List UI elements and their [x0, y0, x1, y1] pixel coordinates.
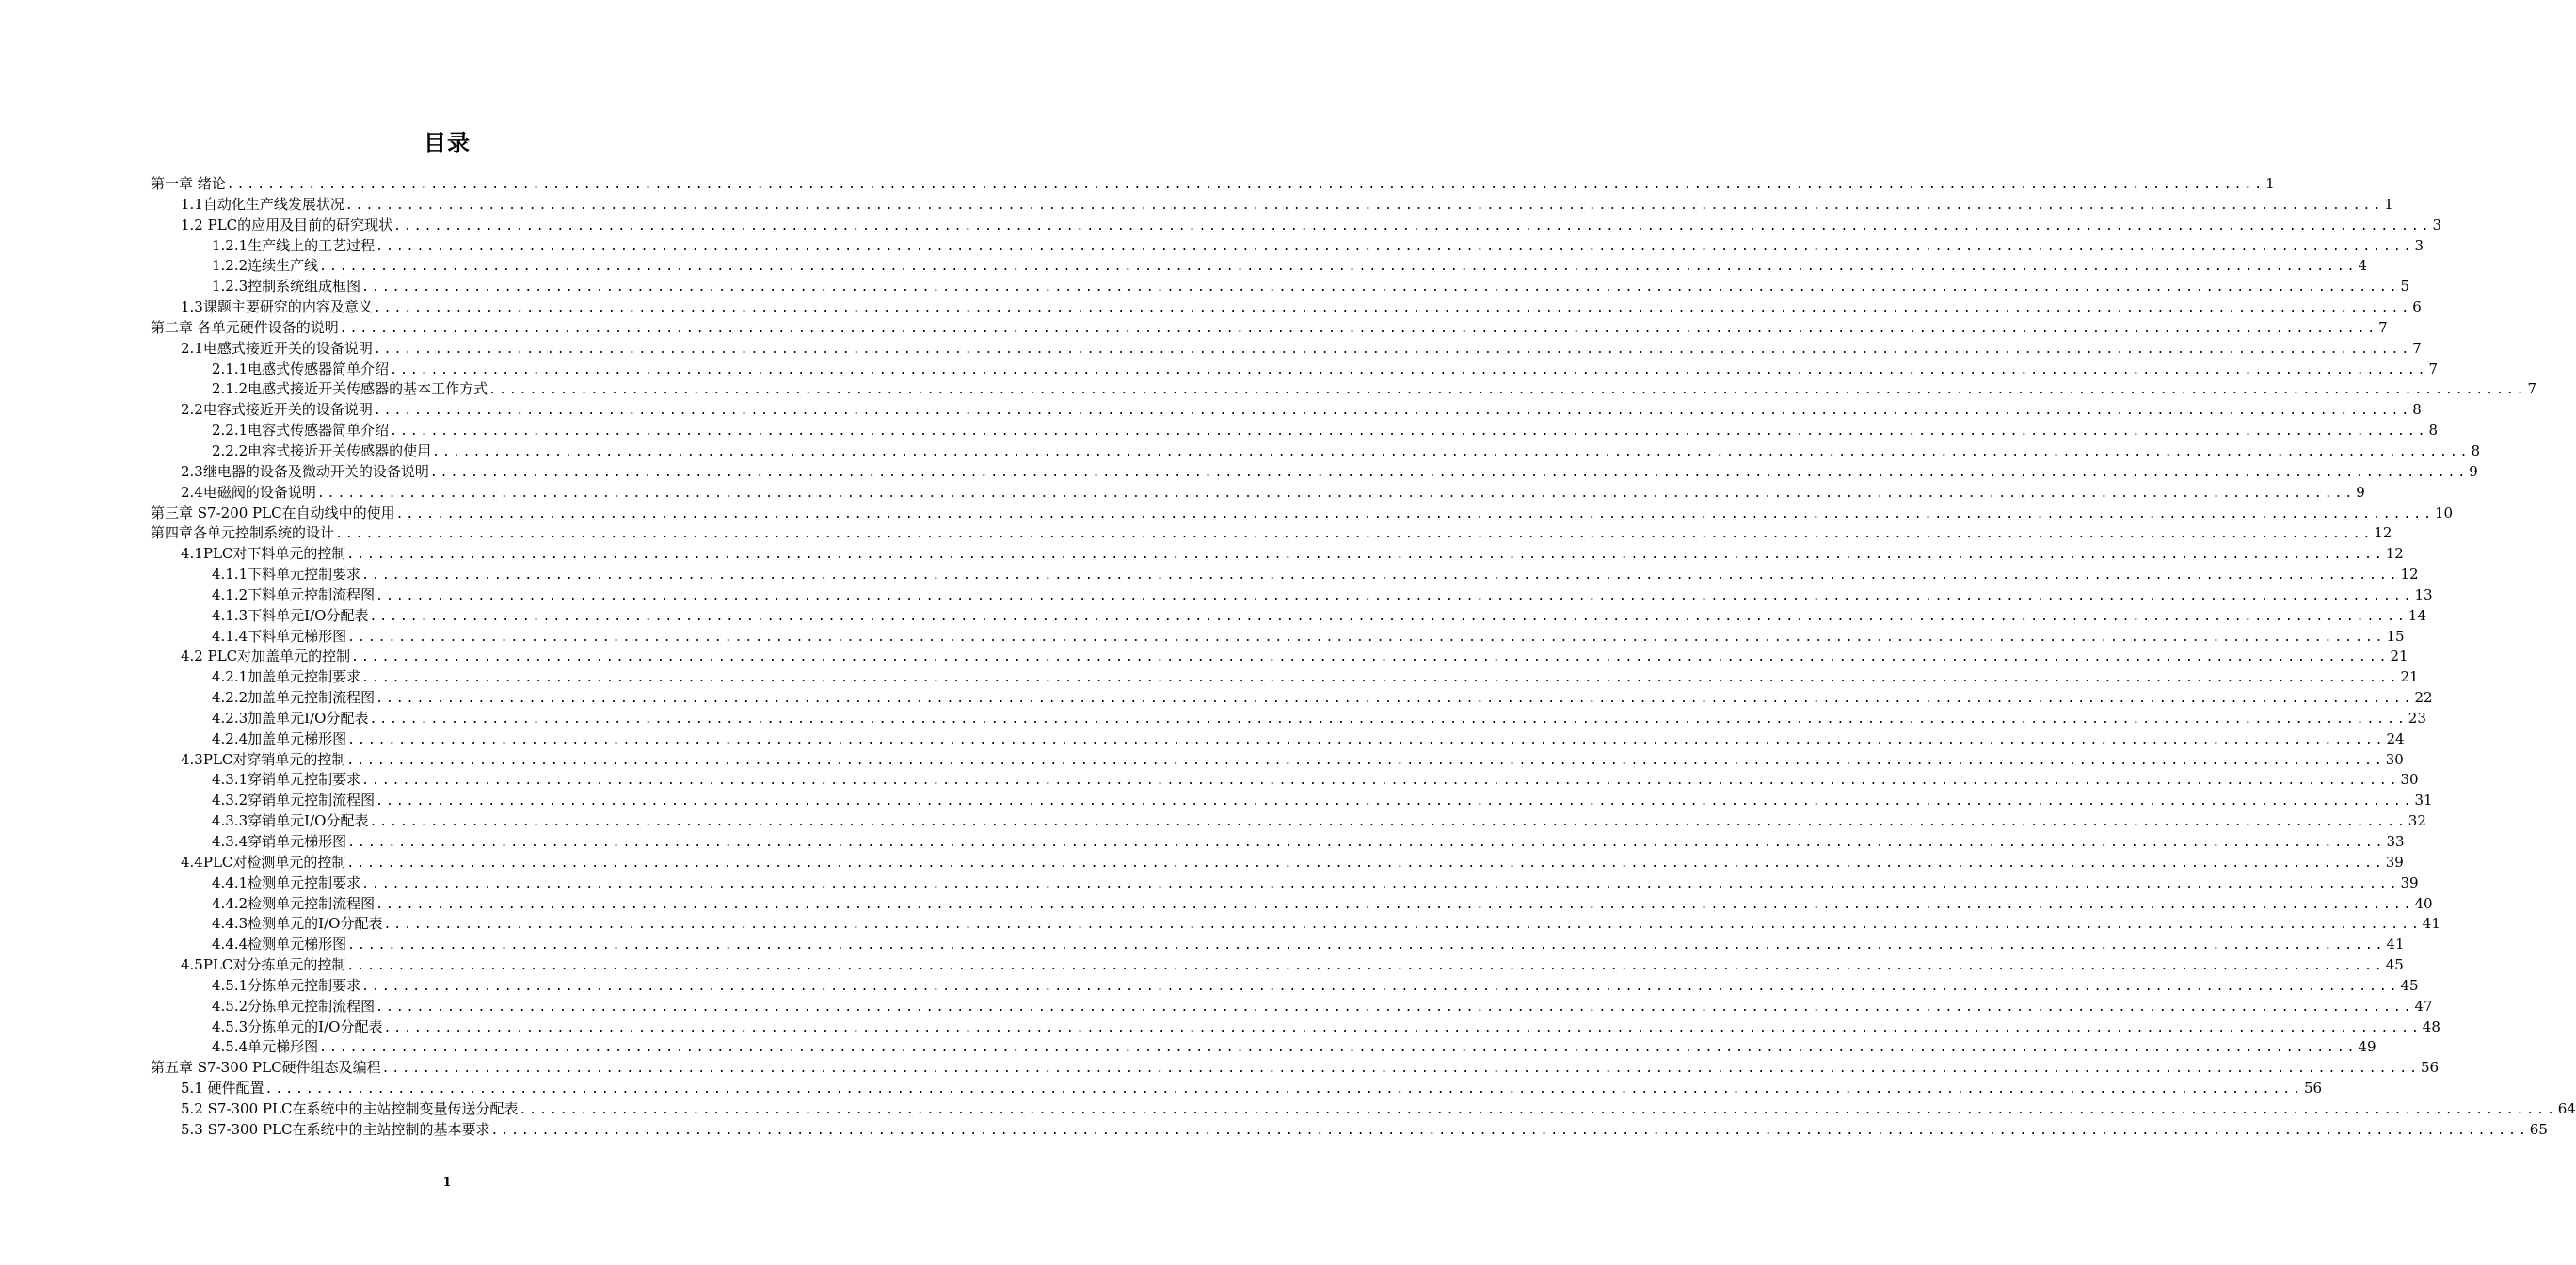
toc-entry-title: 2.1电感式接近开关的设备说明: [181, 339, 373, 357]
toc-entry[interactable]: [151, 462, 2478, 483]
toc-entry[interactable]: [151, 791, 2433, 811]
toc-entry-title: 2.2电容式接近开关的设备说明: [181, 401, 373, 419]
toc-entry-page: 39: [2385, 853, 2404, 871]
toc-entry[interactable]: [151, 894, 2433, 915]
toc-dot-leader: ........................................................................................................................................................................................................: [361, 876, 2400, 891]
toc-dot-leader: ........................................................................................................................................................................................................: [347, 836, 2386, 850]
toc-entry[interactable]: [151, 811, 2426, 832]
toc-entry[interactable]: [151, 339, 2422, 360]
toc-entry-title: 1.2.2连续生产线: [212, 257, 319, 275]
toc-entry-title: 4.2.4加盖单元梯形图: [212, 729, 347, 747]
toc-entry-page: 24: [2386, 729, 2405, 747]
toc-entry-title: 1.2.1生产线上的工艺过程: [212, 236, 376, 254]
toc-entry-title: 4.4.2检测单元控制流程图: [212, 894, 376, 912]
toc-entry-title: 5.3 S7-300 PLC在系统中的主站控制的基本要求: [181, 1120, 490, 1138]
toc-dot-leader: ........................................................................................................................................................................................................: [381, 1062, 2420, 1077]
toc-entry-page: 12: [2385, 545, 2404, 563]
toc-dot-leader: ........................................................................................................................................................................................................: [373, 301, 2412, 316]
toc-entry-page: 30: [2400, 771, 2419, 789]
toc-entry-title: 第四章各单元控制系统的设计: [151, 524, 335, 542]
toc-entry-page: 1: [2384, 195, 2393, 213]
toc-entry-page: 12: [2400, 566, 2419, 584]
toc-entry-page: 8: [2471, 441, 2481, 459]
toc-entry-title: 2.4电磁阀的设备说明: [181, 483, 316, 501]
toc-entry-page: 45: [2400, 976, 2419, 994]
toc-entry[interactable]: [151, 277, 2410, 297]
toc-entry[interactable]: [151, 1120, 2548, 1141]
toc-entry-page: 41: [2422, 915, 2440, 933]
toc-dot-leader: ........................................................................................................................................................................................................: [373, 404, 2412, 419]
toc-entry-title: 4.1PLC对下料单元的控制: [181, 545, 346, 563]
toc-dot-leader: ........................................................................................................................................................................................................: [351, 650, 2390, 665]
toc-entry-page: 15: [2386, 627, 2405, 645]
toc-dot-leader: ........................................................................................................................................................................................................: [393, 218, 2432, 233]
toc-entry-page: 64: [2557, 1099, 2576, 1117]
toc-entry[interactable]: [151, 483, 2365, 504]
toc-entry[interactable]: [151, 318, 2388, 339]
toc-entry-title: 第一章 绪论: [151, 175, 226, 192]
toc-entry-title: 4.3.2穿销单元控制流程图: [212, 792, 376, 809]
toc-entry[interactable]: [151, 174, 2275, 195]
toc-dot-leader: ........................................................................................................................................................................................................: [519, 1102, 2557, 1117]
toc-entry-page: 14: [2408, 606, 2426, 624]
toc-entry-title: 1.2 PLC的应用及目前的研究现状: [181, 216, 393, 233]
toc-entry-page: 7: [2428, 360, 2439, 377]
toc-entry-title: 4.3.3穿销单元I/O分配表: [212, 812, 369, 830]
toc-entry-title: 2.2.1电容式传感器简单介绍: [212, 422, 390, 440]
toc-dot-leader: ........................................................................................................................................................................................................: [361, 280, 2400, 296]
toc-entry-page: 13: [2414, 585, 2433, 603]
toc-entry-page: 3: [2414, 236, 2424, 254]
toc-entry-page: 45: [2385, 956, 2404, 974]
toc-dot-leader: ........................................................................................................................................................................................................: [376, 588, 2414, 603]
toc-dot-leader: ........................................................................................................................................................................................................: [369, 609, 2408, 624]
toc-dot-leader: ........................................................................................................................................................................................................: [376, 1000, 2414, 1015]
toc-entry[interactable]: [151, 544, 2404, 565]
toc-entry-page: 8: [2412, 401, 2422, 419]
toc-dot-leader: ........................................................................................................................................................................................................: [347, 938, 2386, 953]
toc-entry-title: 4.1.1下料单元控制要求: [212, 566, 361, 584]
toc-entry[interactable]: [151, 565, 2419, 585]
toc-entry[interactable]: [151, 770, 2419, 791]
toc-entry-title: 1.3课题主要研究的内容及意义: [181, 298, 373, 316]
toc-dot-leader: ........................................................................................................................................................................................................: [383, 918, 2422, 933]
toc-dot-leader: ........................................................................................................................................................................................................: [346, 753, 2385, 768]
toc-dot-leader: ........................................................................................................................................................................................................: [376, 692, 2414, 707]
toc-dot-leader: ........................................................................................................................................................................................................: [361, 774, 2400, 789]
toc-dot-leader: ........................................................................................................................................................................................................: [319, 260, 2358, 275]
toc-entry-title: 5.2 S7-300 PLC在系统中的主站控制变量传送分配表: [181, 1099, 519, 1117]
toc-entry-page: 33: [2386, 833, 2405, 850]
toc-entry[interactable]: [151, 441, 2481, 462]
toc-entry-title: 4.4.4检测单元梯形图: [212, 936, 347, 953]
toc-entry-title: 4.2.2加盖单元控制流程图: [212, 689, 376, 707]
toc-entry-title: 1.2.3控制系统组成框图: [212, 278, 361, 296]
toc-entry-title: 2.1.1电感式传感器简单介绍: [212, 360, 390, 377]
toc-entry[interactable]: [151, 1017, 2440, 1038]
toc-dot-leader: ........................................................................................................................................................................................................: [264, 1082, 2303, 1097]
toc-entry-title: 4.3PLC对穿销单元的控制: [181, 750, 346, 768]
toc-entry[interactable]: [151, 1058, 2440, 1079]
toc-entry[interactable]: [151, 606, 2426, 627]
toc-entry-page: 56: [2303, 1080, 2323, 1097]
toc-entry[interactable]: [151, 1099, 2576, 1120]
toc-entry-title: 4.3.1穿销单元控制要求: [212, 771, 361, 789]
toc-entry-page: 30: [2385, 750, 2404, 768]
page-number: 1: [442, 1176, 452, 1190]
toc-dot-leader: ........................................................................................................................................................................................................: [226, 178, 2265, 192]
toc-entry-page: 7: [2378, 318, 2388, 336]
toc-entry-page: 3: [2432, 216, 2442, 233]
toc-entry-page: 21: [2400, 668, 2419, 686]
toc-entry-title: 4.5.3分拣单元的I/O分配表: [212, 1017, 383, 1035]
toc-dot-leader: ........................................................................................................................................................................................................: [346, 548, 2385, 563]
toc-entry-title: 4.3.4穿销单元梯形图: [212, 833, 347, 850]
toc-entry[interactable]: [151, 729, 2405, 750]
toc-entry-page: 56: [2420, 1059, 2440, 1077]
toc-dot-leader: ........................................................................................................................................................................................................: [339, 321, 2378, 336]
toc-entry-page: 47: [2414, 997, 2433, 1015]
toc-entry[interactable]: [151, 709, 2426, 729]
toc-entry-page: 8: [2428, 422, 2439, 440]
toc-entry-page: 7: [2412, 339, 2422, 357]
toc-entry-title: 第二章 各单元硬件设备的说明: [151, 318, 339, 336]
toc-entry[interactable]: [151, 647, 2408, 667]
toc-entry-title: 第三章 S7-200 PLC在自动线中的使用: [151, 504, 395, 521]
toc-entry-page: 22: [2414, 689, 2433, 707]
toc-entry[interactable]: [151, 976, 2419, 997]
toc-entry-page: 21: [2390, 648, 2408, 665]
toc-dot-leader: ........................................................................................................................................................................................................: [488, 383, 2527, 398]
toc-dot-leader: ........................................................................................................................................................................................................: [316, 486, 2356, 501]
toc-entry-title: 1.1自动化生产线发展状况: [181, 195, 344, 213]
toc-entry-title: 4.4.3检测单元的I/O分配表: [212, 915, 383, 933]
toc-entry[interactable]: [151, 667, 2419, 688]
toc-entry-title: 4.2 PLC对加盖单元的控制: [181, 648, 351, 665]
toc-entry[interactable]: [151, 379, 2537, 400]
toc-dot-leader: ........................................................................................................................................................................................................: [344, 198, 2384, 213]
toc-entry[interactable]: [151, 236, 2424, 257]
toc-entry-title: 4.5.1分拣单元控制要求: [212, 976, 361, 994]
toc-dot-leader: ........................................................................................................................................................................................................: [369, 815, 2408, 830]
toc-dot-leader: ........................................................................................................................................................................................................: [383, 1020, 2422, 1035]
toc-dot-leader: ........................................................................................................................................................................................................: [347, 732, 2386, 747]
toc-entry[interactable]: [151, 853, 2404, 873]
toc-dot-leader: ........................................................................................................................................................................................................: [335, 527, 2374, 542]
toc-dot-leader: ........................................................................................................................................................................................................: [376, 794, 2414, 809]
toc-entry-title: 第五章 S7-300 PLC硬件组态及编程: [151, 1059, 381, 1077]
toc-dot-leader: ........................................................................................................................................................................................................: [369, 712, 2408, 727]
toc-entry[interactable]: [151, 360, 2439, 380]
toc-entry-page: 9: [2469, 462, 2478, 480]
toc-dot-leader: ........................................................................................................................................................................................................: [490, 1123, 2529, 1138]
toc-entry-page: 23: [2408, 709, 2426, 727]
toc-entry[interactable]: [151, 1037, 2376, 1058]
toc-dot-leader: ........................................................................................................................................................................................................: [361, 568, 2400, 584]
toc-entry-page: 5: [2400, 278, 2410, 296]
toc-entry[interactable]: [151, 997, 2433, 1017]
toc-entry[interactable]: [151, 914, 2440, 935]
toc-entry[interactable]: [151, 421, 2439, 441]
toc-entry-title: 4.2.3加盖单元I/O分配表: [212, 709, 369, 727]
toc-entry-title: 4.4.1检测单元控制要求: [212, 873, 361, 891]
toc-dot-leader: ........................................................................................................................................................................................................: [347, 630, 2386, 645]
toc-entry-title: 2.3继电器的设备及微动开关的设备说明: [181, 462, 429, 480]
toc-dot-leader: ........................................................................................................................................................................................................: [346, 856, 2385, 871]
toc-entry-page: 32: [2408, 812, 2426, 830]
toc-dot-leader: ........................................................................................................................................................................................................: [319, 1041, 2358, 1056]
toc-dot-leader: ........................................................................................................................................................................................................: [390, 424, 2428, 440]
toc-entry[interactable]: [151, 585, 2433, 606]
toc-entry-page: 39: [2400, 873, 2419, 891]
toc-entry-title: 4.4PLC对检测单元的控制: [181, 853, 346, 871]
toc-dot-leader: ........................................................................................................................................................................................................: [346, 959, 2385, 974]
toc-dot-leader: ........................................................................................................................................................................................................: [373, 342, 2412, 357]
toc-entry[interactable]: [151, 873, 2419, 894]
toc-dot-leader: ........................................................................................................................................................................................................: [390, 362, 2428, 377]
toc-entry[interactable]: [151, 195, 2393, 216]
toc-dot-leader: ........................................................................................................................................................................................................: [432, 444, 2471, 459]
toc-entry-title: 4.5PLC对分拣单元的控制: [181, 956, 346, 974]
toc-entry-title: 4.5.2分拣单元控制流程图: [212, 997, 376, 1015]
toc-entry-page: 9: [2356, 483, 2365, 501]
toc-entry[interactable]: [151, 523, 2392, 544]
toc-entry[interactable]: [151, 750, 2404, 771]
toc-entry-page: 65: [2529, 1120, 2548, 1138]
toc-entry[interactable]: [151, 627, 2405, 648]
toc-dot-leader: ........................................................................................................................................................................................................: [376, 897, 2414, 912]
toc-entry[interactable]: [151, 955, 2404, 976]
table-of-contents: [151, 174, 2576, 1141]
toc-entry-title: 4.1.4下料单元梯形图: [212, 627, 347, 645]
toc-entry[interactable]: [151, 297, 2422, 318]
toc-entry[interactable]: [151, 832, 2405, 853]
toc-entry[interactable]: [151, 1079, 2323, 1099]
toc-entry-page: 1: [2265, 175, 2275, 192]
toc-entry-title: 4.1.2下料单元控制流程图: [212, 585, 376, 603]
toc-entry[interactable]: [151, 400, 2422, 421]
toc-entry-page: 41: [2386, 936, 2405, 953]
toc-entry-page: 12: [2374, 524, 2392, 542]
toc-entry-title: 4.2.1加盖单元控制要求: [212, 668, 361, 686]
toc-dot-leader: ........................................................................................................................................................................................................: [429, 465, 2469, 480]
toc-entry-title: 5.1 硬件配置: [181, 1080, 264, 1097]
toc-entry-page: 7: [2527, 380, 2537, 398]
toc-dot-leader: ........................................................................................................................................................................................................: [376, 239, 2414, 254]
toc-entry[interactable]: [151, 256, 2368, 277]
toc-entry-title: 4.5.4单元梯形图: [212, 1038, 319, 1056]
toc-entry[interactable]: [151, 688, 2433, 709]
toc-entry[interactable]: [151, 216, 2442, 236]
toc-entry-page: 10: [2434, 504, 2454, 521]
toc-entry-page: 6: [2412, 298, 2422, 316]
toc-entry[interactable]: [151, 935, 2405, 955]
toc-entry-page: 49: [2358, 1038, 2376, 1056]
toc-entry[interactable]: [151, 504, 2454, 524]
toc-dot-leader: ........................................................................................................................................................................................................: [361, 671, 2400, 686]
toc-dot-leader: ........................................................................................................................................................................................................: [361, 979, 2400, 994]
toc-entry-page: 48: [2422, 1017, 2440, 1035]
toc-entry-page: 31: [2414, 792, 2433, 809]
toc-title: 目录: [424, 130, 471, 156]
toc-entry-page: 4: [2358, 257, 2368, 275]
toc-entry-title: 4.1.3下料单元I/O分配表: [212, 606, 369, 624]
toc-dot-leader: ........................................................................................................................................................................................................: [395, 506, 2434, 521]
toc-entry-page: 40: [2414, 894, 2433, 912]
toc-entry-title: 2.2.2电容式接近开关传感器的使用: [212, 441, 432, 459]
toc-entry-title: 2.1.2电感式接近开关传感器的基本工作方式: [212, 380, 488, 398]
